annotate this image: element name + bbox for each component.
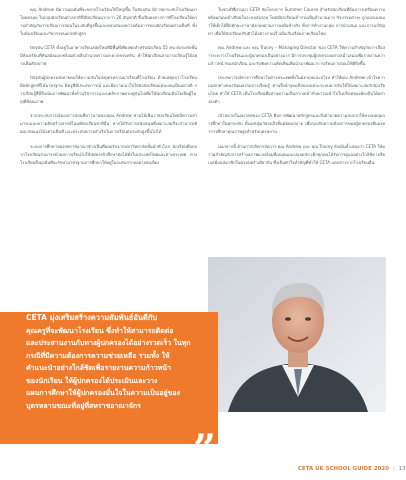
quote-line: คุณครูที่จะพัฒนาโรงเรียน ซึ่งทำให้สามารถติดต่อ bbox=[26, 326, 174, 335]
quote-line: กรณีที่มีความต้องการความช่วยเหลือ รวมทั้ง ให้ bbox=[26, 351, 170, 360]
body-paragraph: คุณ Andrew และ คุณ Tracey – Managing Director ของ CETA ให้ความสำคัญกับการสื่อสารระหว่างโรงเรียนและผู้ปกครองเป็นอย่างมาก มีการประชุมผู้ปกครองอย่างสม่ำเสมอเพื่อรายงานความก้าวหน้าของนักเรียน และรับฟังความคิดเห็นเพื่อนำมาพัฒนาการเรียนการสอนให้ดียิ่งขึ้น bbox=[208, 45, 385, 66]
quote-line: และประสานงานกับทางผู้ปกครองได้อย่างรวดเร็ว ในทุก bbox=[26, 339, 191, 347]
body-paragraph: เป้าหมายในอนาคตของ CETA คือการพัฒนาหลักสูตรและสิ่งอำนวยความสะดวกให้ครอบคลุมการศึกษาในทุกระดับ ตั้งแต่ปฐมวัยจนถึงชั้นมัธยมปลาย เพื่อรองรับความต้องการของผู้ปกครองที่มองหาการศึกษาคุณภาพสูงสำหรับบุตรหลาน bbox=[208, 113, 385, 135]
open-quote-icon: “ bbox=[18, 283, 42, 330]
portrait-photo bbox=[208, 257, 386, 412]
body-paragraph: จากประสบการณ์ของการสอนที่ยาวนานของคุณ Andrew ท่านได้เห็นว่านักเรียนไทยมีความสามารถและความคิดสร้างสรรค์ไม่แพ้นักเรียนชาติอื่น หากได้รับการสนับสนุนที่เหมาะสมก็จะสามารถพัฒนาตนเองได้อย่างเต็มที่ และประสบความสำเร็จในการเรียนต่อระดับสูงขึ้นไปได้ bbox=[20, 113, 197, 135]
body-paragraph: คุณ Andrew มีความมุ่งมั่นที่จะขยายโรงเรียนให้ใหญ่ขึ้น ในปัจจุบัน มีการยกระดับโรงเรียนมาโดยตลอด ในกลุ่มนักเรียนต่างชาติก็มีนักเรียนมากกว่า 20 สัญชาติ ซึ่งเป็นผลจากการที่โรงเรียนให้ความสำคัญกับการเรียนการสอนในระดับที่สูงขึ้นและตอบสนองความต้องการของนักเรียนอย่างเต็มที่ ทั้งในห้องเรียนและกิจกรรมนอกหลักสูตร bbox=[20, 7, 197, 36]
pull-quote-text bbox=[26, 312, 204, 412]
body-paragraph: ปัจจุบัน CETA ตั้งอยู่ในอาคารเรียนสมัยใหม่ที่มีพื้นที่เพียงพอสำหรับนักเรียน 55 คน ต่อระดับชั้น มีห้องเรียนที่ทันสมัยและพร้อมด้วยสิ่งอำนวยความสะดวกครบครัน ทำให้นักเรียนสามารถเรียนรู้ได้อย่างเต็มศักยภาพ bbox=[20, 45, 197, 66]
portrait-illustration bbox=[208, 257, 386, 412]
right-text-column bbox=[208, 6, 385, 259]
body-paragraph: ระบบการศึกษาของสหราชอาณาจักรเป็นที่ยอมรับจากมหาวิทยาลัยชั้นนำทั่วโลก นักเรียนที่จบจากโรงเรียนสามารถนำผลการเรียนไปใช้สมัครเข้าศึกษาต่อได้ทั้งในประเทศไทยและต่างประเทศ ทางโรงเรียนจึงมุ่งมั่นที่จะรักษามาตรฐานการศึกษาให้อยู่ในระดับสากลอย่างต่อเนื่อง bbox=[20, 143, 197, 165]
body-paragraph: ประสบการณ์ทางการศึกษาในต่างประเทศทั้งในอังกฤษและยุโรป ทำให้คุณ Andrew เข้าใจความแตกต่างของวัฒนธรรมการเรียนรู้ ท่านจึงนำจุดแข็งของแต่ละระบบมาปรับใช้ให้เหมาะสมกับนักเรียนไทย ทำให้ CETA เป็นโรงเรียนที่ผสานความเป็นสากลเข้ากับความเข้าใจในบริบทของท้องถิ่นได้อย่างลงตัว bbox=[208, 75, 385, 105]
body-paragraph: ในช่วงปีที่ผ่านมา CETA จัดโครงการ Summer Course สำหรับนักเรียนที่ต้องการเตรียมความพร้อมก่อนเข้าเรียนในระบบอังกฤษ โดยมีนักเรียนเข้าร่วมเป็นจำนวนมาก กิจกรรมต่างๆ ถูกออกแบบมาให้เด็กได้ฝึกทักษะภาษาอังกฤษผ่านการลงมือทำจริง ทั้งการทำงานกลุ่ม การนำเสนอ และการแก้ปัญหา เพื่อให้นักเรียนปรับตัวได้อย่างรวดเร็วเมื่อเริ่มเรียนภาคเรียนใหม่ bbox=[208, 7, 385, 36]
left-text-column bbox=[20, 6, 197, 312]
quote-line: คำแนะนำอย่างใกล้ชิดเพื่อรายงานความก้าวหน้า bbox=[26, 364, 172, 372]
page-footer bbox=[298, 466, 406, 472]
quote-line: CETA มุ่งเสริมสร้างความสัมพันธ์อันดีกับ bbox=[26, 313, 158, 322]
quote-line: แผนการศึกษาให้ผู้ปกครองมั่นใจในความเป็นอยู่ของ bbox=[26, 389, 181, 397]
publication-title: CETA UK SCHOOL GUIDE 2020 bbox=[298, 466, 389, 472]
body-paragraph: นอกจากนี้ ด้านการบริหารจัดการ คุณ Andrew และ คุณ Tracey ยังเน้นย้ำเสมอว่า CETA ให้ความสำคัญกับการสร้างสภาพแวดล้อมที่อบอุ่นและปลอดภัย เด็กทุกคนได้รับการดูแลอย่างใกล้ชิด เปรียบเสมือนสมาชิกในครอบครัวเดียวกัน ซึ่งเป็นหัวใจสำคัญที่ทำให้ CETA แตกต่างจากโรงเรียนอื่น bbox=[208, 143, 385, 165]
quote-line: ของนักเรียน ให้ผู้ปกครองได้ประเมินและวาง bbox=[26, 376, 158, 385]
page-number: 13 bbox=[398, 466, 406, 472]
footer-separator: | bbox=[392, 466, 395, 472]
quote-line: บุตรหลานขณะที่อยู่ที่สหราชอาณาจักร bbox=[26, 401, 141, 410]
body-paragraph: ปัจจุบันผู้ปกครองหลายคนให้ความสนใจส่งบุตรหลานมาเรียนที่โรงเรียน ด้วยเหตุผลว่าโรงเรียนมีหลักสูตรที่ได้มาตรฐาน มีครูที่มีประสบการณ์ และมีความเอาใจใส่ต่อนักเรียนแต่ละคนเป็นอย่างดี การเรียนรู้ที่นี่จึงเน้นการพัฒนาทั้งด้านวิชาการและบุคลิกภาพควบคู่กันไปเพื่อให้นักเรียนเติบโตเป็นผู้ใหญ่ที่มีคุณภาพ bbox=[20, 75, 197, 105]
close-quote-icon: ” bbox=[193, 426, 217, 473]
